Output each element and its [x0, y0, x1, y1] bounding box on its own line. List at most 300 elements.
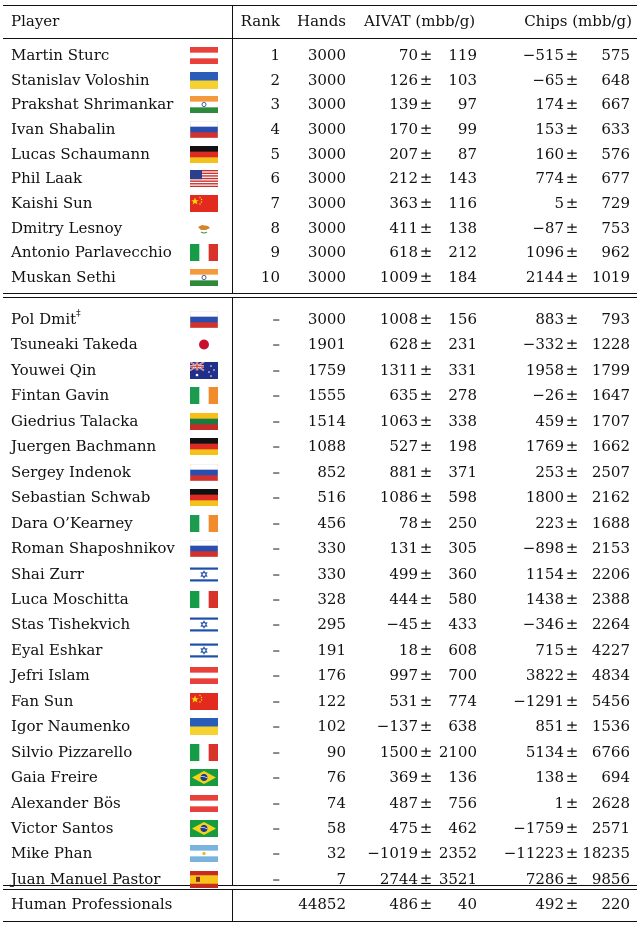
aivat-value: −45	[386, 615, 418, 634]
chips-error: 2153	[591, 539, 630, 558]
chips-error: 1647	[591, 386, 630, 405]
aivat-error: 231	[448, 335, 477, 354]
aivat-pm: ±	[419, 119, 433, 138]
total-label: Human Professionals	[11, 895, 173, 913]
chips-pm: ±	[565, 218, 579, 237]
table-row-fintan-gavin	[0, 383, 640, 407]
table-row-lucas-schaumann	[0, 142, 640, 166]
header-aivat: AIVAT (mbb/g)	[364, 12, 476, 30]
rank-cell: 4	[270, 119, 280, 138]
aivat-pm: ±	[419, 819, 433, 837]
player-footnote-mark: ‡	[76, 309, 81, 319]
chips-pm: ±	[565, 267, 579, 286]
rank-cell: –	[272, 819, 280, 837]
chips-error: 2162	[591, 488, 630, 507]
chips-pm: ±	[565, 539, 579, 558]
aivat-error: 97	[457, 95, 477, 114]
chips-error: 1019	[591, 267, 630, 286]
aivat-value: 2744	[379, 869, 418, 888]
total-aivat: 486	[389, 895, 418, 913]
ukraine-flag	[190, 718, 218, 735]
player-name	[11, 240, 172, 264]
aivat-pm: ±	[419, 666, 433, 685]
chips-pm: ±	[565, 768, 579, 787]
aivat-value: 131	[389, 539, 418, 558]
italy-flag	[190, 744, 218, 761]
chips-pm: ±	[565, 437, 579, 456]
china-flag	[190, 693, 218, 710]
player-name-text: Dmitry Lesnoy	[11, 218, 123, 237]
chips-error: 2628	[591, 793, 630, 812]
player-name-text: Giedrius Talacka	[11, 411, 139, 430]
aivat-error: 608	[448, 640, 477, 659]
hands-cell: 3000	[307, 193, 346, 212]
table-row-victor-santos	[0, 816, 640, 840]
chips-value: −898	[522, 539, 564, 558]
chips-value: 1769	[525, 437, 564, 456]
aivat-value: 997	[389, 666, 418, 685]
player-name-text: Fan Sun	[11, 691, 74, 710]
header-chips: Chips (mbb/g)	[524, 12, 632, 30]
aivat-error: 212	[448, 243, 477, 262]
table-row-shai-zurr	[0, 562, 640, 586]
aivat-pm: ±	[419, 243, 433, 262]
chips-value: 715	[535, 640, 564, 659]
chips-error: 694	[601, 768, 630, 787]
table-row-youwei-qin	[0, 358, 640, 382]
chips-pm: ±	[565, 691, 579, 710]
chips-error: 9856	[591, 869, 630, 888]
rank-cell: 7	[270, 193, 280, 212]
aivat-pm: ±	[419, 513, 433, 532]
aivat-pm: ±	[419, 488, 433, 507]
aivat-error: 598	[448, 488, 477, 507]
brazil-flag	[190, 769, 218, 786]
table-row-phil-laak	[0, 166, 640, 190]
player-name	[11, 867, 160, 891]
chips-pm: ±	[565, 310, 579, 328]
table-row-sergey-indenok	[0, 460, 640, 484]
header-rule	[3, 38, 637, 39]
rank-cell: 1	[270, 46, 280, 64]
player-name-text: Prakshat Shrimankar	[11, 95, 174, 114]
chips-pm: ±	[565, 144, 579, 163]
player-name	[11, 485, 150, 509]
aivat-pm: ±	[419, 844, 433, 863]
israel-flag	[190, 566, 218, 583]
chips-value: 2144	[525, 267, 564, 286]
aivat-pm: ±	[419, 335, 433, 354]
usa-flag	[190, 170, 218, 187]
table-row-luca-moschitta	[0, 587, 640, 611]
total-chips-pm: ±	[565, 895, 579, 913]
aivat-pm: ±	[419, 267, 433, 286]
rank-cell: –	[272, 488, 280, 507]
chips-error: 576	[601, 144, 630, 163]
aivat-pm: ±	[419, 462, 433, 481]
player-name	[11, 358, 96, 382]
aivat-pm: ±	[419, 169, 433, 188]
aivat-pm: ±	[419, 793, 433, 812]
rank-cell: –	[272, 691, 280, 710]
player-name-text: Jefri Islam	[11, 666, 90, 685]
total-chips-err: 220	[601, 895, 630, 913]
hands-cell: 852	[317, 462, 346, 481]
player-name	[11, 841, 92, 865]
aivat-error: 198	[448, 437, 477, 456]
rank-cell: –	[272, 335, 280, 354]
russia-flag	[190, 540, 218, 557]
chips-error: 793	[601, 310, 630, 328]
israel-flag	[190, 642, 218, 659]
player-name	[11, 816, 113, 840]
chips-error: 962	[601, 243, 630, 262]
aivat-value: 531	[389, 691, 418, 710]
austria-flag	[190, 667, 218, 684]
table-row-antonio-parlavecchio	[0, 240, 640, 264]
chips-value: 160	[535, 144, 564, 163]
rank-cell: 5	[270, 144, 280, 163]
player-name-text: Roman Shaposhnikov	[11, 539, 175, 558]
aivat-value: 444	[389, 589, 418, 608]
aivat-error: 756	[448, 793, 477, 812]
player-name	[11, 536, 175, 560]
table-row-jefri-islam	[0, 663, 640, 687]
israel-flag	[190, 616, 218, 633]
hands-cell: 102	[317, 717, 346, 736]
player-name-text: Victor Santos	[11, 819, 114, 837]
ireland-flag	[190, 515, 218, 532]
chips-pm: ±	[565, 513, 579, 532]
aivat-error: 700	[448, 666, 477, 685]
hands-cell: 3000	[307, 218, 346, 237]
player-name	[11, 166, 82, 190]
chips-pm: ±	[565, 169, 579, 188]
aivat-pm: ±	[419, 218, 433, 237]
chips-pm: ±	[565, 640, 579, 659]
aivat-value: 139	[389, 95, 418, 114]
chips-pm: ±	[565, 869, 579, 888]
rank-cell: 3	[270, 95, 280, 114]
chips-error: 2388	[591, 589, 630, 608]
table-row-stanislav-voloshin	[0, 68, 640, 92]
player-name	[11, 68, 150, 92]
aivat-pm: ±	[419, 386, 433, 405]
hands-cell: 1555	[307, 386, 346, 405]
aivat-error: 638	[448, 717, 477, 736]
aivat-pm: ±	[419, 615, 433, 634]
rank-cell: –	[272, 615, 280, 634]
aivat-error: 136	[448, 768, 477, 787]
hands-cell: 3000	[307, 267, 346, 286]
aivat-error: 331	[448, 360, 477, 379]
aivat-value: −1019	[367, 844, 418, 863]
aivat-error: 774	[448, 691, 477, 710]
aivat-error: 305	[448, 539, 477, 558]
aivat-error: 116	[448, 193, 477, 212]
aivat-pm: ±	[419, 564, 433, 583]
germany-flag	[190, 489, 218, 506]
aivat-value: 1063	[379, 411, 418, 430]
chips-value: −26	[532, 386, 564, 405]
chips-value: −515	[522, 46, 564, 64]
aivat-value: 628	[389, 335, 418, 354]
aivat-value: 18	[398, 640, 418, 659]
rank-cell: 10	[260, 267, 280, 286]
aivat-value: 78	[398, 513, 418, 532]
chips-value: 223	[535, 513, 564, 532]
rank-cell: 9	[270, 243, 280, 262]
rank-cell: –	[272, 310, 280, 328]
player-name	[11, 663, 90, 687]
aivat-value: 70	[398, 46, 418, 64]
aivat-error: 2100	[438, 742, 477, 761]
rank-cell: –	[272, 742, 280, 761]
player-name-text: Martin Sturc	[11, 46, 110, 64]
aivat-pm: ±	[419, 717, 433, 736]
chips-pm: ±	[565, 119, 579, 138]
total-chips: 492	[535, 895, 564, 913]
player-name	[11, 511, 133, 535]
table-row-fan-sun	[0, 689, 640, 713]
player-name-text: Sebastian Schwab	[11, 488, 151, 507]
player-name	[11, 612, 130, 636]
chips-value: 1958	[525, 360, 564, 379]
table-row-pol-dmit	[0, 307, 640, 331]
table-row-eyal-eshkar	[0, 638, 640, 662]
hands-cell: 7	[336, 869, 346, 888]
chips-error: 5456	[591, 691, 630, 710]
table-row-kaishi-sun	[0, 191, 640, 215]
chips-error: 1707	[591, 411, 630, 430]
aivat-value: 475	[389, 819, 418, 837]
aivat-error: 278	[448, 386, 477, 405]
chips-pm: ±	[565, 70, 579, 89]
aivat-pm: ±	[419, 437, 433, 456]
chips-value: 253	[535, 462, 564, 481]
hands-cell: 32	[326, 844, 346, 863]
player-name-text: Pol Dmit	[11, 310, 77, 328]
rank-cell: –	[272, 411, 280, 430]
aivat-value: 881	[389, 462, 418, 481]
aivat-error: 3521	[438, 869, 477, 888]
chips-value: 774	[535, 169, 564, 188]
aivat-value: 170	[389, 119, 418, 138]
rank-cell: –	[272, 768, 280, 787]
russia-flag	[190, 464, 218, 481]
hands-cell: 3000	[307, 243, 346, 262]
aivat-error: 250	[448, 513, 477, 532]
brazil-flag	[190, 820, 218, 837]
player-name-text: Youwei Qin	[11, 360, 97, 379]
aivat-pm: ±	[419, 869, 433, 888]
aivat-pm: ±	[419, 70, 433, 89]
rank-cell: –	[272, 869, 280, 888]
rank-cell: –	[272, 717, 280, 736]
chips-value: −11223	[503, 844, 564, 863]
hands-cell: 90	[326, 742, 346, 761]
table-row-alexander-bo-s	[0, 791, 640, 815]
rank-cell: –	[272, 589, 280, 608]
player-name	[11, 307, 81, 331]
aivat-pm: ±	[419, 640, 433, 659]
player-name	[11, 92, 173, 116]
aivat-pm: ±	[419, 589, 433, 608]
aivat-error: 433	[448, 615, 477, 634]
player-name	[11, 587, 129, 611]
hands-cell: 1088	[307, 437, 346, 456]
aivat-value: −137	[376, 717, 418, 736]
aivat-pm: ±	[419, 360, 433, 379]
chips-value: −87	[532, 218, 564, 237]
player-name	[11, 714, 130, 738]
chips-value: 138	[535, 768, 564, 787]
table-row-juan-manuel-pastor	[0, 867, 640, 891]
aivat-value: 618	[389, 243, 418, 262]
section-rule-1	[3, 293, 637, 294]
chips-pm: ±	[565, 615, 579, 634]
chips-error: 4227	[591, 640, 630, 659]
chips-value: −1759	[513, 819, 564, 837]
rank-cell: –	[272, 844, 280, 863]
germany-flag	[190, 146, 218, 163]
player-name	[11, 265, 116, 289]
chips-pm: ±	[565, 793, 579, 812]
aivat-value: 1311	[379, 360, 418, 379]
player-name-text: Dara O’Kearney	[11, 513, 133, 532]
player-name	[11, 460, 131, 484]
chips-value: 459	[535, 411, 564, 430]
chips-error: 1228	[591, 335, 630, 354]
player-name	[11, 117, 115, 141]
table-row-roman-shaposhnikov	[0, 536, 640, 560]
player-name-text: Stanislav Voloshin	[11, 70, 150, 89]
player-name-text: Juan Manuel Pastor	[11, 869, 161, 888]
aivat-pm: ±	[419, 46, 433, 64]
chips-error: 2571	[591, 819, 630, 837]
aivat-error: 87	[457, 144, 477, 163]
chips-value: −65	[532, 70, 564, 89]
chips-value: 883	[535, 310, 564, 328]
hands-cell: 516	[317, 488, 346, 507]
chips-pm: ±	[565, 589, 579, 608]
hands-cell: 58	[326, 819, 346, 837]
aivat-error: 143	[448, 169, 477, 188]
chips-value: 1	[554, 793, 564, 812]
aivat-pm: ±	[419, 411, 433, 430]
rank-cell: –	[272, 640, 280, 659]
player-name	[11, 191, 92, 215]
table-row-igor-naumenko	[0, 714, 640, 738]
rank-cell: 2	[270, 70, 280, 89]
player-name	[11, 638, 102, 662]
hands-cell: 3000	[307, 169, 346, 188]
player-name-text: Alexander Bös	[11, 793, 121, 812]
table-row-gaia-freire	[0, 765, 640, 789]
hands-cell: 122	[317, 691, 346, 710]
player-name-text: Eyal Eshkar	[11, 640, 103, 659]
chips-value: 153	[535, 119, 564, 138]
aivat-pm: ±	[419, 95, 433, 114]
player-name	[11, 791, 121, 815]
rank-cell: 8	[270, 218, 280, 237]
rank-cell: –	[272, 462, 280, 481]
aivat-value: 369	[389, 768, 418, 787]
hands-cell: 3000	[307, 144, 346, 163]
player-name	[11, 142, 150, 166]
argentina-flag	[190, 845, 218, 862]
player-name	[11, 689, 73, 713]
rank-cell: –	[272, 360, 280, 379]
japan-flag	[190, 336, 218, 353]
total-aivat-pm: ±	[419, 895, 433, 913]
russia-flag	[190, 311, 218, 328]
table-row-sebastian-schwab	[0, 485, 640, 509]
italy-flag	[190, 591, 218, 608]
hands-cell: 1514	[307, 411, 346, 430]
cyprus-flag	[190, 220, 218, 237]
table-row-tsuneaki-takeda	[0, 332, 640, 356]
header-player: Player	[11, 12, 60, 30]
chips-pm: ±	[565, 386, 579, 405]
hands-cell: 3000	[307, 310, 346, 328]
australia-flag	[190, 362, 218, 379]
player-name-text: Sergey Indenok	[11, 462, 131, 481]
aivat-value: 207	[389, 144, 418, 163]
chips-value: −332	[522, 335, 564, 354]
player-name-text: Gaia Freire	[11, 768, 98, 787]
player-name-text: Fintan Gavin	[11, 386, 110, 405]
aivat-value: 499	[389, 564, 418, 583]
hands-cell: 191	[317, 640, 346, 659]
player-name	[11, 765, 98, 789]
chips-value: 1096	[525, 243, 564, 262]
player-name-text: Luca Moschitta	[11, 589, 129, 608]
aivat-value: 635	[389, 386, 418, 405]
chips-pm: ±	[565, 819, 579, 837]
aivat-pm: ±	[419, 539, 433, 558]
chips-error: 2264	[591, 615, 630, 634]
aivat-value: 212	[389, 169, 418, 188]
player-name	[11, 409, 138, 433]
player-name-text: Silvio Pizzarello	[11, 742, 133, 761]
chips-value: 3822	[525, 666, 564, 685]
hands-cell: 76	[326, 768, 346, 787]
chips-value: 1800	[525, 488, 564, 507]
chips-pm: ±	[565, 243, 579, 262]
player-name-text: Antonio Parlavecchio	[11, 243, 172, 262]
chips-pm: ±	[565, 844, 579, 863]
chips-value: −346	[522, 615, 564, 634]
germany-flag	[190, 438, 218, 455]
aivat-pm: ±	[419, 768, 433, 787]
lithuania-flag	[190, 413, 218, 430]
player-name-text: Kaishi Sun	[11, 193, 93, 212]
ukraine-flag	[190, 72, 218, 89]
table-row-martin-sturc	[0, 43, 640, 67]
hands-cell: 328	[317, 589, 346, 608]
hands-cell: 295	[317, 615, 346, 634]
aivat-error: 462	[448, 819, 477, 837]
aivat-pm: ±	[419, 310, 433, 328]
chips-value: 851	[535, 717, 564, 736]
chips-error: 648	[601, 70, 630, 89]
rank-cell: –	[272, 437, 280, 456]
player-name	[11, 562, 84, 586]
austria-flag	[190, 47, 218, 64]
player-name-text: Stas Tishekvich	[11, 615, 131, 634]
chips-error: 18235	[582, 844, 630, 863]
